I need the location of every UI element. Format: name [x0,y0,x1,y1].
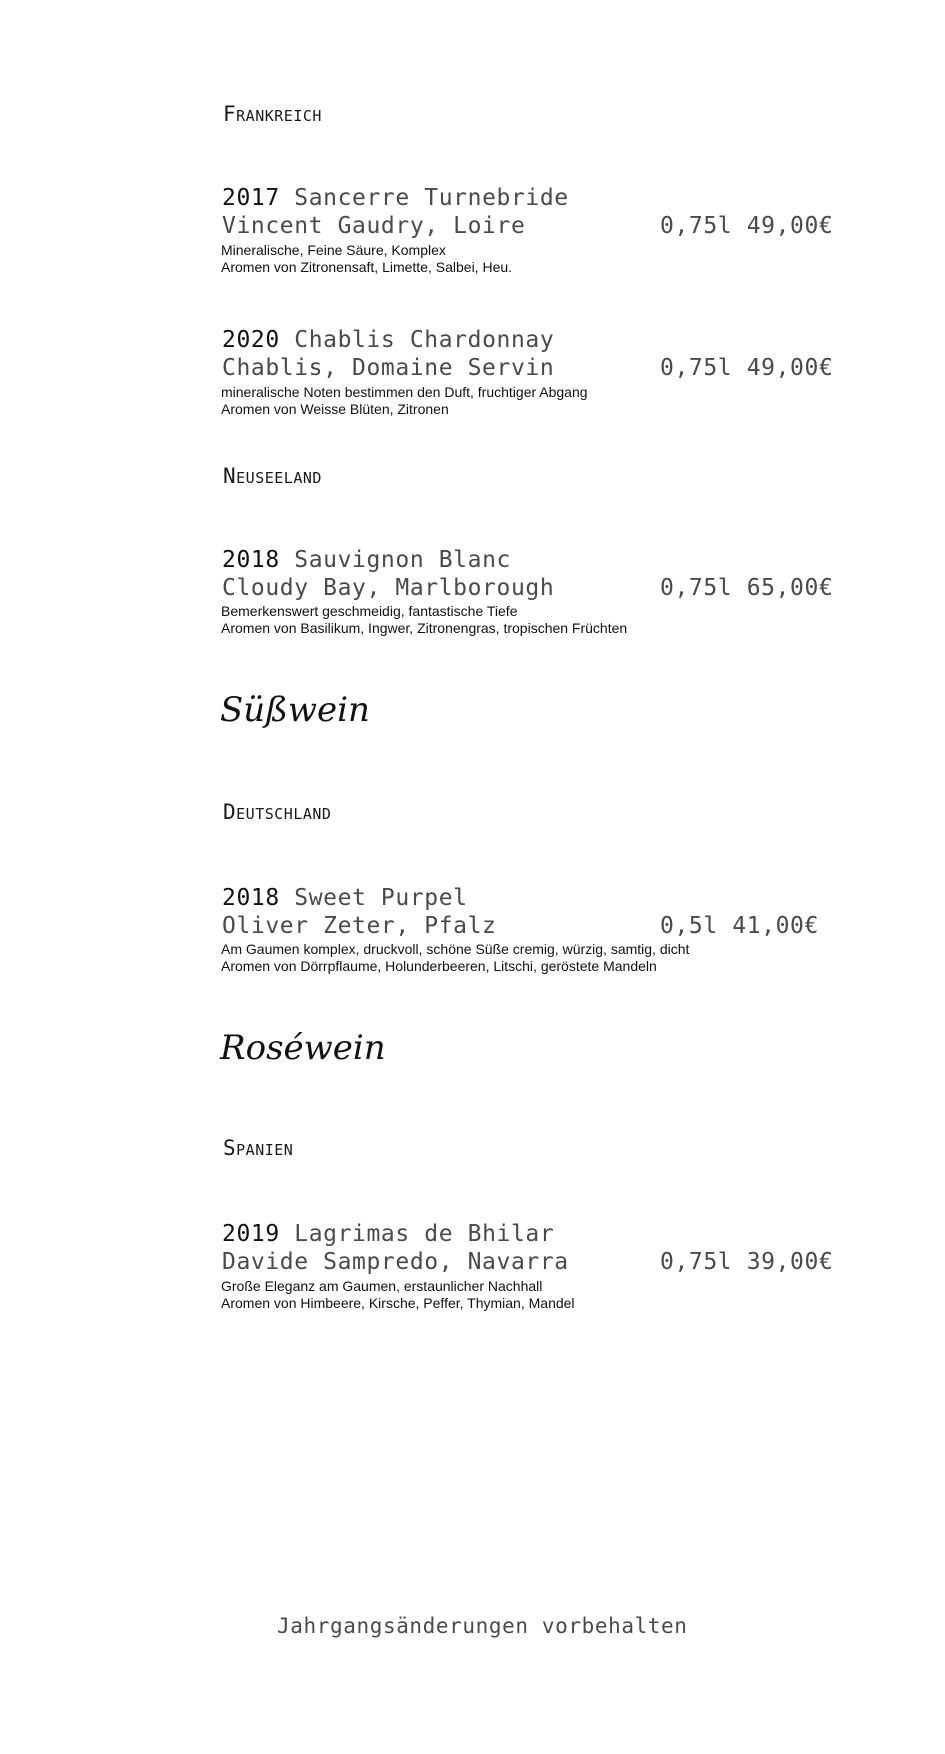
wine-name: Lagrimas de Bhilar [294,1221,555,1247]
country-heading-spanien: Spanien [223,1136,294,1160]
wine-year: 2018 [222,885,280,911]
wine-price: 49,00€ [746,355,834,381]
wine-price-line [660,1248,833,1276]
wine-producer: Cloudy Bay, Marlborough [222,575,555,601]
wine-title [222,184,569,212]
wine-aromas: Aromen von Zitronensaft, Limette, Salbei, Heu. [221,259,513,275]
footer-note: Jahrgangsänderungen vorbehalten [277,1614,688,1638]
country-heading-neuseeland: Neuseeland [223,464,322,488]
wine-name: Chablis Chardonnay [294,327,555,353]
wine-price: 65,00€ [746,575,834,601]
category-heading-suesswein: Süßwein [220,690,370,730]
wine-description: Bemerkenswert geschmeidig, fantastische Tiefe [221,603,518,619]
wine-price: 41,00€ [732,913,819,939]
wine-name: Sweet Purpel [294,885,468,911]
wine-price-line [660,354,833,382]
wine-volume: 0,5l [660,913,718,939]
wine-price-line [660,574,833,602]
wine-aromas: Aromen von Dörrpflaume, Holunderbeeren, Litschi, geröstete Mandeln [221,958,657,974]
wine-year: 2017 [222,185,280,211]
country-heading-deutschland: Deutschland [223,800,332,824]
wine-volume: 0,75l [660,1249,733,1275]
wine-title [222,884,468,912]
wine-description: Mineralische, Feine Säure, Komplex [221,242,446,258]
wine-aromas: Aromen von Weisse Blüten, Zitronen [221,401,449,417]
wine-price: 39,00€ [746,1249,834,1275]
wine-producer: Chablis, Domaine Servin [222,355,555,381]
category-heading-rosewein: Roséwein [220,1028,386,1068]
wine-volume: 0,75l [660,213,733,239]
wine-producer: Oliver Zeter, Pfalz [222,913,497,939]
wine-volume: 0,75l [660,355,733,381]
wine-title [222,326,554,354]
wine-description: Am Gaumen komplex, druckvoll, schöne Süße cremig, würzig, samtig, dicht [221,941,690,957]
wine-producer: Vincent Gaudry, Loire [222,213,526,239]
wine-price: 49,00€ [746,213,834,239]
wine-description: mineralische Noten bestimmen den Duft, fruchtiger Abgang [221,384,588,400]
wine-title [222,546,511,574]
country-heading-frankreich: Frankreich [223,102,322,126]
wine-year: 2019 [222,1221,280,1247]
wine-producer: Davide Sampredo, Navarra [222,1249,569,1275]
wine-price-line [660,212,833,240]
wine-year: 2018 [222,547,280,573]
wine-price-line [660,912,819,940]
wine-year: 2020 [222,327,280,353]
wine-volume: 0,75l [660,575,733,601]
wine-aromas: Aromen von Basilikum, Ingwer, Zitronengras, tropischen Früchten [221,620,628,636]
wine-name: Sancerre Turnebride [294,185,569,211]
wine-name: Sauvignon Blanc [294,547,511,573]
wine-aromas: Aromen von Himbeere, Kirsche, Peffer, Thymian, Mandel [221,1295,575,1311]
wine-title [222,1220,554,1248]
wine-description: Große Eleganz am Gaumen, erstaunlicher Nachhall [221,1278,543,1294]
